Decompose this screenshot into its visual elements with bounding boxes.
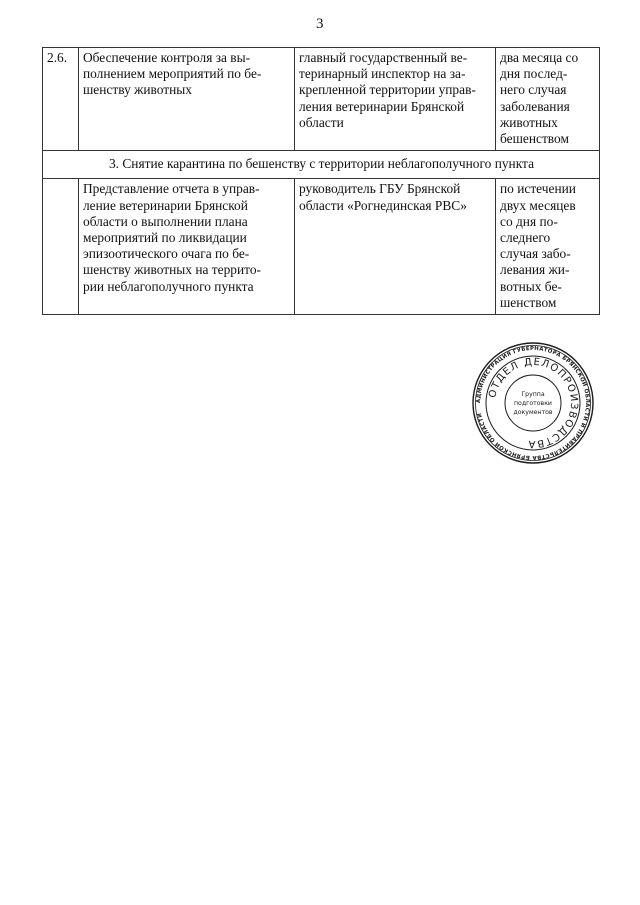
action-line: мероприятий по ликвидации <box>83 230 247 246</box>
term-line: следнего <box>500 230 551 246</box>
office-stamp <box>471 341 595 465</box>
measures-table <box>42 47 600 315</box>
row-number: 2.6. <box>43 48 79 151</box>
page-number: 3 <box>316 16 324 32</box>
stamp-outer-text: АДМИНИСТРАЦИЯ ГУБЕРНАТОРА БРЯНСКОЙ ОБЛАСТИ И ПРАВИТЕЛЬСТВА БРЯНСКОЙ ОБЛАСТИ <box>475 345 591 461</box>
stamp-center-line: подготовки <box>514 400 552 407</box>
term-line: со дня по- <box>500 213 558 229</box>
table-row <box>43 48 600 151</box>
section-title: 3. Снятие карантина по бешенству с территории неблагополучного пункта <box>43 151 600 179</box>
action-line: области о выполнении плана <box>83 213 248 229</box>
term-line: него случая <box>500 82 567 98</box>
action-line: Обеспечение контроля за вы- <box>83 50 251 65</box>
responsible-line: руководитель ГБУ Брянской <box>299 181 461 197</box>
term-line: заболевания <box>500 98 570 114</box>
term-line: случая забо- <box>500 246 571 262</box>
action-cell <box>79 179 295 315</box>
action-line: эпизоотического очага по бе- <box>83 246 250 262</box>
stamp-center-line: документов <box>513 409 553 416</box>
term-line: два месяца со <box>500 50 579 65</box>
term-cell <box>496 179 600 315</box>
responsible-line: теринарный инспектор на за- <box>299 66 466 82</box>
row-number <box>43 179 79 315</box>
term-line: дня послед- <box>500 66 568 82</box>
action-line: шенству животных <box>83 82 193 98</box>
stamp-center-line: Группа <box>521 391 545 398</box>
action-cell <box>79 48 295 151</box>
term-line: вотных бе- <box>500 278 562 294</box>
action-line: полнением мероприятий по бе- <box>83 66 262 82</box>
responsible-line: главный государственный ве- <box>299 50 468 65</box>
responsible-line: области «Рогнединская РВС» <box>299 197 467 213</box>
responsible-line: ления ветеринарии Брянской <box>299 98 465 114</box>
stamp-seal <box>471 341 595 465</box>
term-line: шенством <box>500 294 557 310</box>
table-row <box>43 179 600 315</box>
term-line: левания жи- <box>500 262 570 278</box>
action-line: рии неблагополучного пункта <box>83 278 254 294</box>
responsible-line: области <box>299 114 344 130</box>
term-line: животных <box>500 114 558 130</box>
stamp-ring-text: ОТДЕЛ ДЕЛОПРОИЗВОДСТВА <box>487 356 580 450</box>
section-row <box>43 151 600 179</box>
action-line: Представление отчета в управ- <box>83 181 260 197</box>
term-cell <box>496 48 600 151</box>
term-line: по истечении <box>500 181 576 197</box>
action-line: ление ветеринарии Брянской <box>83 197 248 213</box>
action-line: шенству животных на террито- <box>83 262 261 278</box>
term-line: бешенством <box>500 131 569 147</box>
responsible-cell <box>295 48 496 151</box>
responsible-cell <box>295 179 496 315</box>
term-line: двух месяцев <box>500 197 576 213</box>
responsible-line: крепленной территории управ- <box>299 82 476 98</box>
